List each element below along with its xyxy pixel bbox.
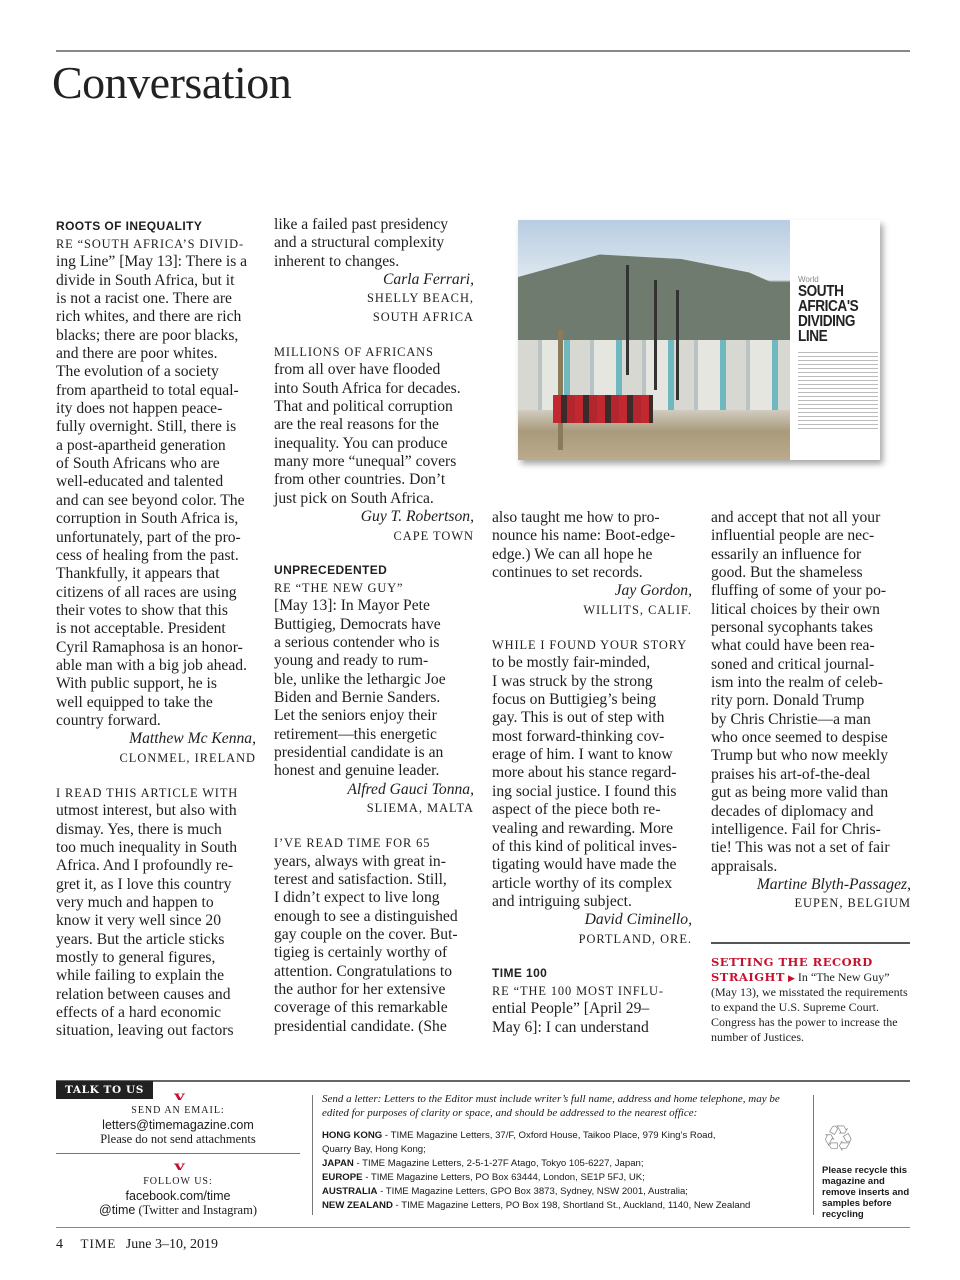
letter-line: Buttigieg, Democrats have bbox=[274, 615, 441, 633]
letter-location: CAPE TOWN bbox=[393, 528, 474, 543]
correction-text: In “The New Guy” (May 13), we misstated the requirements to expand the U.S. Supreme Court. Congress has the power to increase the number of Justices. bbox=[711, 969, 908, 1044]
letter-line: country forward. bbox=[56, 711, 161, 729]
letters-heading bbox=[56, 218, 256, 234]
letter-line: to be mostly fair-minded, bbox=[492, 654, 651, 672]
letter-line: rich whites, and there are rich bbox=[56, 308, 242, 326]
letter-line: Cyril Ramaphosa is an honor- bbox=[56, 638, 243, 656]
letter-line: vealing and rewarding. More bbox=[492, 819, 673, 837]
letter-line: gret it, as I love this country bbox=[56, 875, 232, 893]
office-region: EUROPE bbox=[322, 1172, 363, 1183]
letter bbox=[56, 784, 256, 1041]
letter-line: That and political corruption bbox=[274, 398, 453, 416]
cover-headline: SOUTH AFRICA'S DIVIDING LINE bbox=[798, 283, 859, 345]
letter-line: edge.) We can all hope he bbox=[492, 545, 653, 563]
email-block: SEND AN EMAIL: letters@timemagazine.com Please do not send attachments bbox=[56, 1104, 300, 1146]
letter-line: the author for her extensive bbox=[274, 981, 446, 999]
letter-line: and accept that not all your bbox=[711, 509, 881, 526]
letter bbox=[274, 834, 474, 1036]
correction: SETTING THE RECORD STRAIGHT ▶ In “The New Guy” (May 13), we misstated the requirements to expand the U.S. Supreme Court. Congress has the power to increase the number of Justices. bbox=[711, 955, 908, 1044]
letter-signature: David Ciminello, bbox=[584, 911, 692, 929]
letter-location: PORTLAND, ORE. bbox=[578, 931, 692, 946]
letter-line: citizens of all races are using bbox=[56, 583, 237, 601]
letter-location: WILLITS, CALIF. bbox=[583, 602, 692, 617]
office-region: JAPAN bbox=[322, 1158, 354, 1169]
letter-line: MILLIONS OF AFRICANS bbox=[274, 345, 434, 360]
letter-line: nounce his name: Boot-edge- bbox=[492, 527, 676, 545]
letter-line: intelligence. Fail for Chris- bbox=[711, 820, 881, 838]
magazine-name: TIME bbox=[80, 1236, 117, 1251]
letter-location: SLIEMA, MALTA bbox=[366, 800, 474, 815]
letter-line: young and ready to rum- bbox=[274, 652, 429, 670]
letter-line: most forward-thinking cov- bbox=[492, 727, 665, 745]
letter-line: a serious contender who is bbox=[274, 633, 440, 651]
letter-line: dismay. Yes, there is much bbox=[56, 820, 222, 838]
letter-line: I was struck by the strong bbox=[492, 672, 653, 690]
divider bbox=[813, 1095, 814, 1215]
chevron-down-icon: v bbox=[174, 1089, 185, 1103]
letter-line: ing social justice. I found this bbox=[492, 782, 677, 800]
office-address-cont: Quarry Bay, Hong Kong; bbox=[322, 1144, 426, 1155]
twitter-handle[interactable]: @time bbox=[99, 1203, 136, 1217]
talk-to-us-badge: TALK TO US bbox=[56, 1081, 153, 1099]
letter-line: and there are poor whites. bbox=[56, 345, 218, 363]
divider bbox=[56, 1153, 300, 1154]
letter-line: just pick on South Africa. bbox=[274, 489, 434, 507]
letter-line: while failing to explain the bbox=[56, 967, 225, 985]
letter-line: Let the seniors enjoy their bbox=[274, 707, 437, 725]
letter-line: essarily an influence for bbox=[711, 545, 862, 563]
letter-line: soned and critical journal- bbox=[711, 655, 875, 673]
letter-line: a post-apartheid generation bbox=[56, 436, 226, 454]
letters-intro: Send a letter: Letters to the Editor must include writer’s full name, address and home telephone, may be edited for purposes of clarity or space, and should be addressed to the nearest office: bbox=[322, 1093, 780, 1119]
divider bbox=[312, 1095, 313, 1215]
letter-line: tie! This was not a set of fair bbox=[711, 839, 890, 857]
letter-line: relation between causes and bbox=[56, 985, 231, 1003]
letter-line: ism into the realm of celeb- bbox=[711, 674, 883, 692]
letter bbox=[274, 343, 474, 545]
letter-line: [May 13]: In Mayor Pete bbox=[274, 597, 430, 615]
letter-line: of South Africans who are bbox=[56, 455, 220, 473]
letter-line: situation, leaving out factors bbox=[56, 1022, 234, 1040]
letter-line: inequality. You can produce bbox=[274, 434, 448, 452]
letter-line: I READ THIS ARTICLE WITH bbox=[56, 785, 239, 800]
letter bbox=[492, 636, 692, 948]
letter-line: Africa. And I profoundly re- bbox=[56, 857, 234, 875]
letter-line: know it very well since 20 bbox=[56, 912, 221, 930]
letter-line: Biden and Bernie Sanders. bbox=[274, 688, 441, 706]
letter-line: utmost interest, but also with bbox=[56, 802, 237, 820]
letter-line: ential People” [April 29– bbox=[492, 1000, 650, 1018]
letter-line: RE “THE 100 MOST INFLU- bbox=[492, 983, 664, 998]
letter-line: of this kind of political inves- bbox=[492, 837, 677, 855]
letter-line: praises his art-of-the-deal bbox=[711, 765, 871, 783]
letter-signature: Jay Gordon, bbox=[614, 582, 692, 600]
recycle-icon: ♲ bbox=[822, 1119, 855, 1160]
letter-line: well equipped to take the bbox=[56, 693, 213, 711]
office-detail: - TIME Magazine Letters, PO Box 198, Shortland St., Auckland, 1140, New Zealand bbox=[392, 1200, 751, 1211]
letter-signature: Guy T. Robertson, bbox=[360, 508, 474, 526]
letter-line: article worthy of its complex bbox=[492, 874, 673, 892]
letter-line: focus on Buttigieg’s being bbox=[492, 691, 657, 709]
letter-line: With public support, he is bbox=[56, 675, 217, 693]
footer-rule bbox=[56, 1227, 910, 1228]
letter-signature: Alfred Gauci Tonna, bbox=[347, 780, 474, 798]
letter-line: tigieg is certainly worthy of bbox=[274, 944, 448, 962]
letter-line: continues to set records. bbox=[492, 564, 643, 582]
follow-block: FOLLOW US: facebook.com/time @time (Twitter and Instagram) bbox=[56, 1175, 300, 1217]
cover-story-image bbox=[518, 220, 880, 460]
letters-column-2 bbox=[274, 216, 474, 1053]
top-rule bbox=[56, 50, 910, 52]
letter-signature: Martine Blyth-Passagez, bbox=[756, 875, 911, 893]
letter-line: ity does not happen peace- bbox=[56, 400, 223, 418]
letter-line: effects of a hard economic bbox=[56, 1004, 222, 1022]
letter-line: able man with a big job ahead. bbox=[56, 656, 247, 674]
letter-line: Trump but who now meekly bbox=[711, 747, 889, 765]
letter-line: terest and satisfaction. Still, bbox=[274, 871, 447, 888]
office-detail: - TIME Magazine Letters, GPO Box 3873, Sydney, NSW 2001, Australia; bbox=[377, 1186, 688, 1197]
office-region: HONG KONG bbox=[322, 1130, 383, 1141]
heading-text: ROOTS OF INEQUALITY bbox=[56, 219, 203, 233]
letter bbox=[56, 235, 256, 767]
recycle-note: Please recycle this magazine and remove inserts and samples before recycling bbox=[822, 1165, 910, 1220]
office-address bbox=[322, 1157, 807, 1171]
letter-line: is not a racist one. There are bbox=[56, 290, 232, 308]
letter-line: is not acceptable. President bbox=[56, 620, 226, 638]
letter-line: attention. Congratulations to bbox=[274, 962, 453, 980]
office-region: AUSTRALIA bbox=[322, 1186, 378, 1197]
letter-signature: Matthew Mc Kenna, bbox=[129, 730, 256, 748]
letter-line: divide in South Africa, but it bbox=[56, 271, 235, 289]
office-detail: - TIME Magazine Letters, 37/F, Oxford House, Taikoo Place, 979 King’s Road, bbox=[382, 1130, 716, 1141]
letter-line: who once seemed to despise bbox=[711, 729, 888, 747]
letter-line: appraisals. bbox=[711, 857, 778, 875]
chevron-down-icon: v bbox=[174, 1159, 185, 1173]
letter bbox=[711, 509, 911, 913]
letters-column-3 bbox=[492, 509, 692, 1054]
letter-line: into South Africa for decades. bbox=[274, 379, 461, 397]
letter-line: years. But the article sticks bbox=[56, 930, 225, 948]
letter-line: their votes to show that this bbox=[56, 601, 228, 619]
letter-line: presidential candidate. (She bbox=[274, 1017, 447, 1035]
correction-heading: SETTING THE RECORD bbox=[711, 955, 873, 969]
letter-line: from all over have flooded bbox=[274, 361, 441, 379]
letter-line: gay. This is out of step with bbox=[492, 709, 665, 727]
letter-line: many more “unequal” covers bbox=[274, 453, 457, 471]
email-link[interactable]: letters@timemagazine.com bbox=[102, 1118, 254, 1132]
letter-line: like a failed past presidency bbox=[274, 216, 449, 233]
letter bbox=[492, 509, 692, 619]
heading-text: TIME 100 bbox=[492, 965, 548, 980]
letter-line: also taught me how to pro- bbox=[492, 509, 660, 526]
letters-column-1 bbox=[56, 218, 256, 1058]
letter-line: fluffing of some of your po- bbox=[711, 582, 887, 600]
letter-line: gut as being more valid than bbox=[711, 784, 889, 802]
letter-line: cess of healing from the past. bbox=[56, 546, 239, 564]
letter-line: presidential candidate is an bbox=[274, 743, 444, 761]
letter-line: erage of him. I want to know bbox=[492, 746, 673, 764]
letter-line: RE “SOUTH AFRICA’S DIVID- bbox=[56, 237, 245, 251]
letter-line: aspect of the piece both re- bbox=[492, 801, 661, 819]
letter-line: what could have been rea- bbox=[711, 637, 875, 655]
letter-line: decades of diplomacy and bbox=[711, 802, 874, 820]
contact-rule bbox=[56, 1080, 910, 1082]
letter-location: EUPEN, BELGIUM bbox=[794, 896, 911, 911]
letter-line: enough to see a distinguished bbox=[274, 907, 458, 925]
office-address bbox=[322, 1129, 807, 1143]
letter-line: litical choices by their own bbox=[711, 600, 880, 618]
letter-line: years, always with great in- bbox=[274, 852, 446, 870]
letter-line: fully overnight. Still, there is bbox=[56, 418, 237, 436]
letter-line: rity porn. Donald Trump bbox=[711, 692, 865, 710]
letter-line: and can see beyond color. The bbox=[56, 491, 245, 509]
letter-line: blacks; there are poor blacks, bbox=[56, 326, 239, 344]
letter-line: unfortunately, part of the pro- bbox=[56, 528, 241, 546]
letter-location: SOUTH AFRICA bbox=[372, 309, 474, 324]
letter-line: personal sycophants takes bbox=[711, 619, 873, 637]
issue-date: June 3–10, 2019 bbox=[125, 1237, 218, 1252]
letter-line: I’VE READ TIME FOR 65 bbox=[274, 836, 431, 851]
section-title: Conversation bbox=[52, 57, 292, 108]
letter-line: mostly to general figures, bbox=[56, 949, 216, 967]
letter-line: retirement—this energetic bbox=[274, 725, 437, 743]
office-address bbox=[322, 1171, 807, 1185]
office-region: NEW ZEALAND bbox=[322, 1200, 393, 1211]
letter-location: SHELLY BEACH, bbox=[367, 291, 474, 306]
letters-heading bbox=[492, 965, 692, 981]
letter-line: good. But the shameless bbox=[711, 564, 863, 582]
letter bbox=[274, 579, 474, 817]
cover-section: World bbox=[798, 275, 819, 284]
letter-line: inherent to changes. bbox=[274, 252, 400, 270]
page-number: 4 bbox=[56, 1237, 63, 1252]
heading-text: UNPRECEDENTED bbox=[274, 562, 388, 577]
letter-line: too much inequality in South bbox=[56, 839, 238, 856]
letters-column-4 bbox=[711, 509, 911, 930]
office-address bbox=[322, 1185, 807, 1199]
letter-line: well-educated and talented bbox=[56, 473, 224, 491]
letter-line: Thankfully, it appears that bbox=[56, 565, 220, 583]
letter bbox=[274, 216, 474, 326]
correction-rule bbox=[711, 942, 910, 944]
letters-addresses bbox=[322, 1092, 807, 1213]
letter-line: RE “THE NEW GUY” bbox=[274, 580, 404, 595]
letter-line: honest and genuine leader. bbox=[274, 762, 440, 780]
letter bbox=[492, 982, 692, 1037]
letter-line: I didn’t expect to live long bbox=[274, 889, 440, 907]
letter-line: May 6]: I can understand bbox=[492, 1018, 649, 1036]
letter-line: coverage of this remarkable bbox=[274, 999, 448, 1017]
letter-line: corruption in South Africa is, bbox=[56, 510, 239, 528]
letter-line: influential people are nec- bbox=[711, 527, 875, 545]
letter-line: by Chris Christie—a man bbox=[711, 710, 871, 728]
letter-line: and intriguing subject. bbox=[492, 892, 632, 910]
letter-line: tigating would have made the bbox=[492, 856, 677, 874]
letter-line: gay couple on the cover. But- bbox=[274, 926, 458, 944]
letter-line: are the real reasons for the bbox=[274, 416, 439, 434]
letter-line: and a structural complexity bbox=[274, 234, 445, 252]
letter-line: WHILE I FOUND YOUR STORY bbox=[492, 638, 688, 653]
letter-line: very much and happen to bbox=[56, 894, 214, 912]
township-photo bbox=[518, 220, 790, 460]
letter-line: ing Line” [May 13]: There is a bbox=[56, 253, 248, 271]
folio bbox=[56, 1236, 232, 1253]
letter-line: more about his stance regard- bbox=[492, 764, 677, 782]
letter-line: ble, unlike the lethargic Joe bbox=[274, 670, 446, 688]
letter-location: CLONMEL, IRELAND bbox=[119, 750, 256, 765]
office-detail: - TIME Magazine Letters, 2-5-1-27F Atago, Tokyo 105-6227, Japan; bbox=[353, 1158, 644, 1169]
letter-line: The evolution of a society bbox=[56, 363, 219, 381]
letter-signature: Carla Ferrari, bbox=[383, 271, 474, 289]
letter-line: from other countries. Don’t bbox=[274, 471, 446, 489]
letters-heading bbox=[274, 562, 474, 578]
facebook-link[interactable]: facebook.com/time bbox=[125, 1189, 231, 1203]
arrow-icon: ▶ bbox=[787, 972, 795, 983]
office-detail: - TIME Magazine Letters, PO Box 63444, London, SE1P 5FJ, UK; bbox=[362, 1172, 645, 1183]
office-address bbox=[322, 1199, 807, 1213]
letter-line: from apartheid to total equal- bbox=[56, 381, 239, 399]
